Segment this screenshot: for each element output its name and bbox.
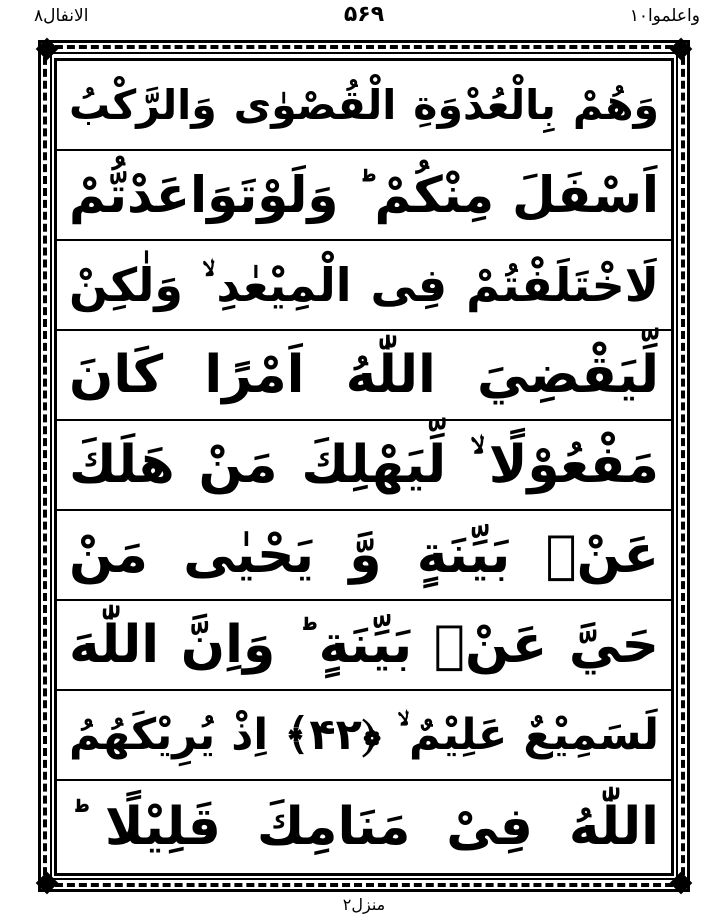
verse-text: اللّٰهُ فِىْ مَنَامِكَ قَلِيْلًا ؕ: [69, 797, 659, 857]
verse-text: لَاخْتَلَفْتُمْ فِى الْمِيْعٰدِ ۙ وَلٰكِنْ: [69, 258, 659, 312]
verse-line: [57, 151, 671, 241]
verse-line: [57, 601, 671, 691]
verse-text: وَهُمْ بِالْعُدْوَةِ الْقُصْوٰى وَالرَّكْبُ: [69, 80, 659, 129]
verse-line: [57, 331, 671, 421]
verse-line: [57, 241, 671, 331]
juz-name: واعلموا۱۰: [629, 6, 700, 26]
verse-line: [57, 511, 671, 601]
verse-text: لِّيَقْضِيَ اللّٰهُ اَمْرًا كَانَ: [69, 345, 659, 405]
verse-line: [57, 781, 671, 873]
verse-line: [57, 691, 671, 781]
page-number: ۵۶۹: [343, 2, 385, 27]
manzil-label: منزل۲: [342, 895, 386, 914]
page-header: [0, 0, 728, 38]
surah-name: الانفال۸: [34, 6, 89, 26]
verse-text: مَفْعُوْلًا ۙ لِّيَهْلِكَ مَنْ هَلَكَ: [69, 435, 659, 495]
verse-text: حَيَّ عَنْۢ بَيِّنَةٍ ؕ وَاِنَّ اللّٰهَ: [69, 615, 659, 675]
quran-text-area: [54, 58, 674, 876]
verse-text: عَنْۢ بَيِّنَةٍ وَّ يَحْيٰى مَنْ: [69, 525, 659, 585]
verse-line: [57, 61, 671, 151]
verse-text: لَسَمِيْعٌ عَلِيْمٌ ۙ ﴿۴۲﴾ اِذْ يُرِيْكَهُمُ: [69, 709, 659, 760]
verse-text: اَسْفَلَ مِنْكُمْ ؕ وَلَوْتَوَاعَدْتُّمْ: [69, 166, 659, 224]
verse-line: [57, 421, 671, 511]
